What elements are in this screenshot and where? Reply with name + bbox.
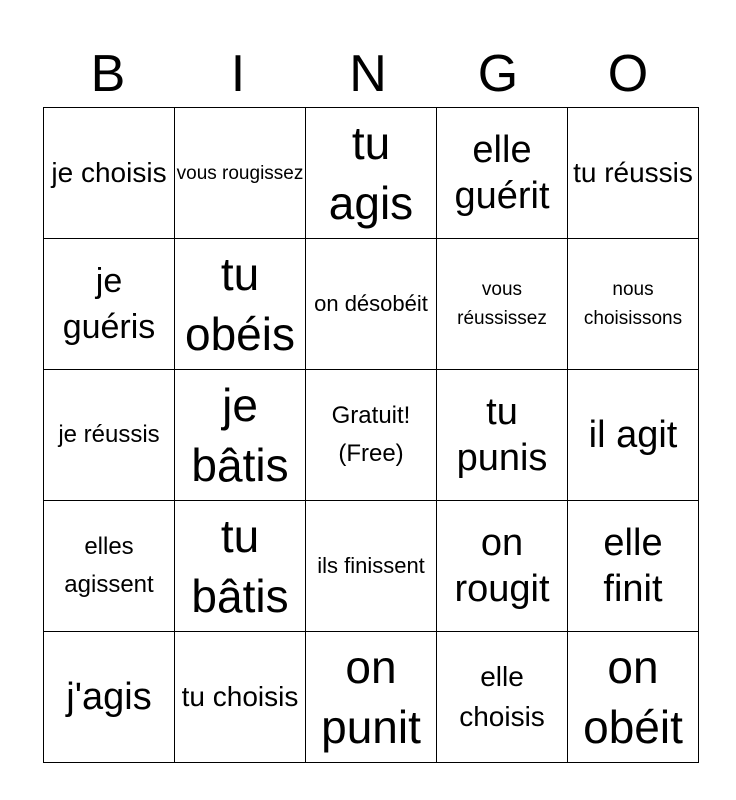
bingo-cell (175, 370, 306, 501)
bingo-cell (568, 632, 699, 763)
free-space: Gratuit! (Free) (331, 402, 411, 467)
bingo-row (44, 239, 699, 370)
cell-text: tu choisis (181, 681, 299, 712)
cell-text: elles agissent (64, 533, 154, 598)
bingo-cell (306, 239, 437, 370)
bingo-cell (175, 501, 306, 632)
header-letter-g: G (477, 45, 519, 103)
bingo-cell (437, 501, 568, 632)
bingo-cell (437, 370, 568, 501)
cell-text: tu réussis (573, 157, 693, 188)
bingo-header (43, 42, 693, 106)
cell-text: on désobéit (314, 291, 428, 316)
bingo-row (44, 370, 699, 501)
cell-text: on rougit (454, 522, 550, 610)
bingo-cell (437, 108, 568, 239)
bingo-cell (175, 108, 306, 239)
bingo-row (44, 501, 699, 632)
bingo-cell (568, 239, 699, 370)
cell-text: on obéit (583, 641, 683, 753)
cell-text: ils finissent (317, 553, 425, 578)
cell-text: vous réussissez (457, 279, 547, 329)
bingo-cell (306, 632, 437, 763)
cell-text: on punit (321, 641, 421, 753)
cell-text: elle choisis (459, 661, 545, 732)
cell-text: je choisis (51, 157, 167, 188)
bingo-cell (568, 501, 699, 632)
bingo-cell (568, 108, 699, 239)
header-letter-n: N (349, 45, 387, 103)
cell-text: tu agis (328, 117, 414, 229)
bingo-cell (44, 239, 175, 370)
cell-text: elle guérit (454, 129, 550, 217)
cell-text: je bâtis (191, 379, 289, 491)
cell-text: nous choisissons (583, 279, 683, 329)
cell-text: j'agis (66, 676, 152, 718)
bingo-card-grid (43, 107, 699, 763)
cell-text: tu bâtis (191, 510, 289, 622)
bingo-cell (44, 632, 175, 763)
cell-text: je guéris (62, 262, 156, 346)
bingo-cell (306, 501, 437, 632)
bingo-cell (44, 370, 175, 501)
bingo-cell (306, 108, 437, 239)
cell-text: tu punis (456, 391, 548, 479)
bingo-cell (175, 239, 306, 370)
header-letter-b: B (90, 45, 126, 103)
bingo-cell (437, 239, 568, 370)
bingo-cell (568, 370, 699, 501)
cell-text: vous rougissez (176, 162, 304, 184)
bingo-cell (44, 108, 175, 239)
bingo-cell (175, 632, 306, 763)
cell-text: tu obéis (185, 248, 295, 360)
header-letter-i: I (230, 45, 246, 103)
cell-text: elle finit (603, 522, 663, 610)
bingo-cell (44, 501, 175, 632)
bingo-cell (306, 370, 437, 501)
bingo-row (44, 632, 699, 763)
header-letter-o: O (607, 45, 649, 103)
cell-text: il agit (588, 414, 678, 456)
cell-text: je réussis (58, 421, 160, 448)
bingo-row (44, 108, 699, 239)
bingo-cell (437, 632, 568, 763)
